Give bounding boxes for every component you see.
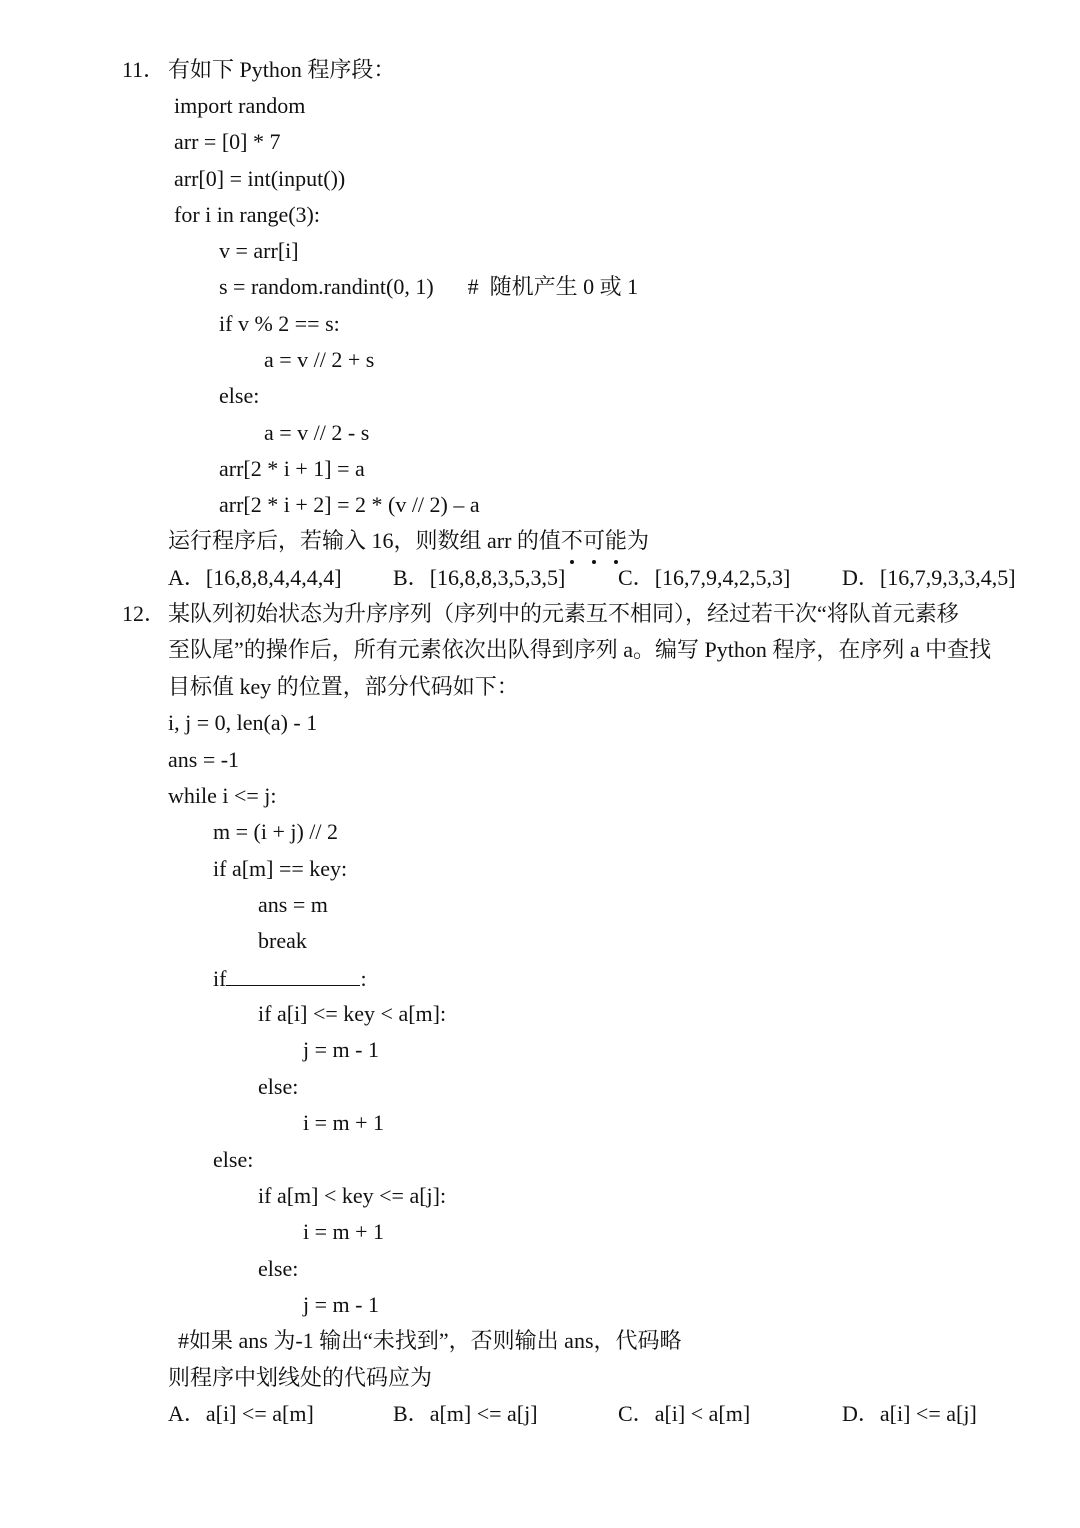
q11-code-line: arr = [0] * 7 bbox=[174, 129, 281, 154]
q12-code-line: i, j = 0, len(a) - 1 bbox=[168, 710, 318, 735]
option-text: a[i] <= a[j] bbox=[879, 1401, 977, 1426]
option-label: D． bbox=[842, 565, 880, 590]
q11-option-a[interactable] bbox=[168, 563, 342, 593]
answer-blank[interactable] bbox=[226, 963, 360, 986]
q12-comment-line: #如果 ans 为-1 输出“未找到”，否则输出 ans，代码略 bbox=[178, 1328, 682, 1353]
q12-code-line: i = m + 1 bbox=[303, 1219, 385, 1244]
option-label: B． bbox=[393, 565, 430, 590]
q11-code-line: v = arr[i] bbox=[219, 238, 299, 263]
q12-code-if: if bbox=[213, 966, 227, 991]
q12-code-line: ans = m bbox=[258, 892, 328, 917]
option-label: A． bbox=[168, 565, 206, 590]
q11-code-line: import random bbox=[174, 93, 306, 118]
q11-emphasis-char: 可 bbox=[583, 526, 605, 556]
q11-number: 11． bbox=[122, 57, 166, 82]
q11-emphasis-char: 不 bbox=[561, 526, 583, 556]
q11-code-line bbox=[219, 272, 638, 302]
q11-code-line: if v % 2 == s: bbox=[219, 311, 340, 336]
q12-code-line: if a[m] < key <= a[j]: bbox=[258, 1183, 447, 1208]
q11-question-suffix: 为 bbox=[626, 528, 649, 553]
q11-question bbox=[168, 526, 649, 556]
q12-option-a[interactable] bbox=[168, 1399, 314, 1429]
q11-code-line: arr[2 * i + 2] = 2 * (v // 2) – a bbox=[219, 492, 480, 517]
option-text: [16,8,8,3,5,3,5] bbox=[429, 565, 566, 590]
q11-option-b[interactable] bbox=[393, 563, 565, 593]
q12-code-line: if a[m] == key: bbox=[213, 856, 348, 881]
option-text: a[i] <= a[m] bbox=[205, 1401, 314, 1426]
q12-code-line: else: bbox=[258, 1074, 299, 1099]
q12-number: 12． bbox=[122, 601, 167, 626]
q11-code-line: arr[0] = int(input()) bbox=[174, 166, 346, 191]
q11-code-line: arr[2 * i + 1] = a bbox=[219, 456, 365, 481]
option-text: [16,7,9,4,2,5,3] bbox=[654, 565, 791, 590]
option-text: a[i] < a[m] bbox=[654, 1401, 751, 1426]
q12-stem-line: 至队尾”的操作后，所有元素依次出队得到序列 a。编写 Python 程序，在序列 a 中查找 bbox=[168, 637, 992, 662]
q12-code-line: break bbox=[258, 928, 307, 953]
q12-code-line: m = (i + j) // 2 bbox=[213, 819, 339, 844]
q11-code-text: s = random.randint(0, 1) bbox=[219, 274, 434, 299]
option-label: C． bbox=[618, 565, 655, 590]
q11-emphasis-char: 能 bbox=[605, 526, 627, 556]
q11-intro: 有如下 Python 程序段： bbox=[168, 57, 396, 82]
option-text: [16,8,8,4,4,4,4] bbox=[205, 565, 342, 590]
option-label: B． bbox=[393, 1401, 430, 1426]
option-label: D． bbox=[842, 1401, 880, 1426]
q11-code-line: else: bbox=[219, 383, 260, 408]
q11-question-prefix: 运行程序后，若输入 16，则数组 arr 的值 bbox=[168, 528, 561, 553]
q11-code-comment: # 随机产生 0 或 1 bbox=[467, 274, 639, 299]
q12-code-line-blank bbox=[213, 963, 367, 994]
option-label: C． bbox=[618, 1401, 655, 1426]
q12-option-c[interactable] bbox=[618, 1399, 750, 1429]
q11-option-d[interactable] bbox=[842, 563, 1016, 593]
q12-code-line: while i <= j: bbox=[168, 783, 277, 808]
q12-code-line: ans = -1 bbox=[168, 747, 240, 772]
q12-code-line: if a[i] <= key < a[m]: bbox=[258, 1001, 447, 1026]
q11-option-c[interactable] bbox=[618, 563, 790, 593]
q12-stem-line: 目标值 key 的位置，部分代码如下： bbox=[168, 674, 519, 699]
q12-code-line: j = m - 1 bbox=[303, 1037, 379, 1062]
q12-code-line: else: bbox=[258, 1256, 299, 1281]
option-text: a[m] <= a[j] bbox=[429, 1401, 538, 1426]
q11-code-line: a = v // 2 - s bbox=[264, 420, 370, 445]
q12-stem-line: 某队列初始状态为升序序列（序列中的元素互不相同），经过若干次“将队首元素移 bbox=[168, 601, 959, 626]
q11-code-line: for i in range(3): bbox=[174, 202, 320, 227]
q12-code-colon: : bbox=[360, 966, 367, 991]
q12-code-line: i = m + 1 bbox=[303, 1110, 385, 1135]
option-label: A． bbox=[168, 1401, 206, 1426]
q12-code-line: j = m - 1 bbox=[303, 1292, 379, 1317]
q11-code-line: a = v // 2 + s bbox=[264, 347, 375, 372]
q12-option-b[interactable] bbox=[393, 1399, 538, 1429]
q12-option-d[interactable] bbox=[842, 1399, 977, 1429]
q12-question: 则程序中划线处的代码应为 bbox=[168, 1365, 433, 1390]
option-text: [16,7,9,3,3,4,5] bbox=[879, 565, 1016, 590]
q12-code-line: else: bbox=[213, 1147, 254, 1172]
